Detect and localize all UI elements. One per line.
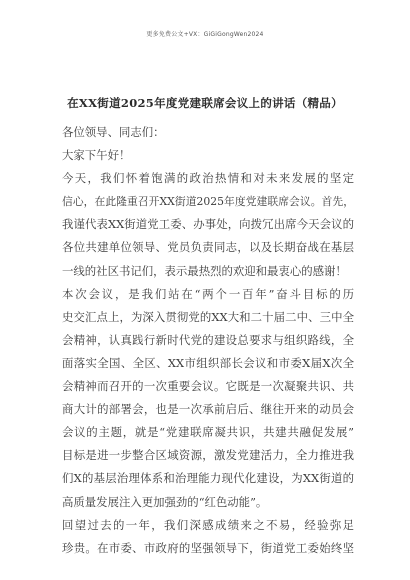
body-line: 会精神，认真践行新时代党的建设总要求与组织路线，全 — [62, 332, 354, 347]
body-line: 史交汇点上，为深入贯彻党的XX大和二十届二中、三中全 — [62, 309, 354, 324]
body-line: 目标是进一步整合区域资源，激发党建活力，全力推进我 — [62, 448, 354, 463]
body-line: 面落实全国、全区、XX市组织部长会议和市委X届X次全 — [62, 355, 354, 370]
body-line: 各位领导、同志们： — [62, 125, 165, 139]
body-line: 珍贵。在市委、市政府的坚强领导下，街道党工委始终坚 — [62, 540, 354, 555]
body-line: 高质量发展注入更加强劲的“红色动能”。 — [62, 494, 268, 509]
body-line: 一线的社区书记们，表示最热烈的欢迎和最衷心的感谢！ — [62, 263, 347, 278]
body-line: 今天，我们怀着饱满的政治热情和对未来发展的坚定 — [62, 171, 354, 186]
body-line: 大家下午好！ — [62, 148, 131, 163]
body-line: 回望过去的一年，我们深感成绩来之不易，经验弥足 — [62, 517, 354, 532]
document-title: 在XX街道2025年度党建联席会议上的讲话（精品） — [67, 96, 343, 110]
body-line: 会议的主题，就是“党建联席凝共识，共建共融促发展” — [62, 425, 354, 440]
body-line: 信心，在此隆重召开XX街道2025年度党建联席会议。首先， — [62, 195, 354, 209]
body-line: 各位共建单位领导、党员负责同志，以及长期奋战在基层 — [62, 240, 354, 255]
body-line: 本次会议，是我们站在“两个一百年”奋斗目标的历 — [62, 286, 354, 301]
body-line: 我谨代表XX街道党工委、办事处，向拨冗出席今天会议的 — [62, 217, 354, 232]
speech-body — [62, 121, 354, 560]
body-line: 们X的基层治理体系和治理能力现代化建设，为XX街道的 — [62, 471, 354, 486]
body-line: 会精神而召开的一次重要会议。它既是一次凝聚共识、共 — [62, 379, 354, 394]
header-note: 更多免费公文+VX：GiGiGongWen2024 — [146, 31, 264, 38]
body-line: 商大计的部署会，也是一次承前启后、继往开来的动员会 — [62, 402, 354, 417]
